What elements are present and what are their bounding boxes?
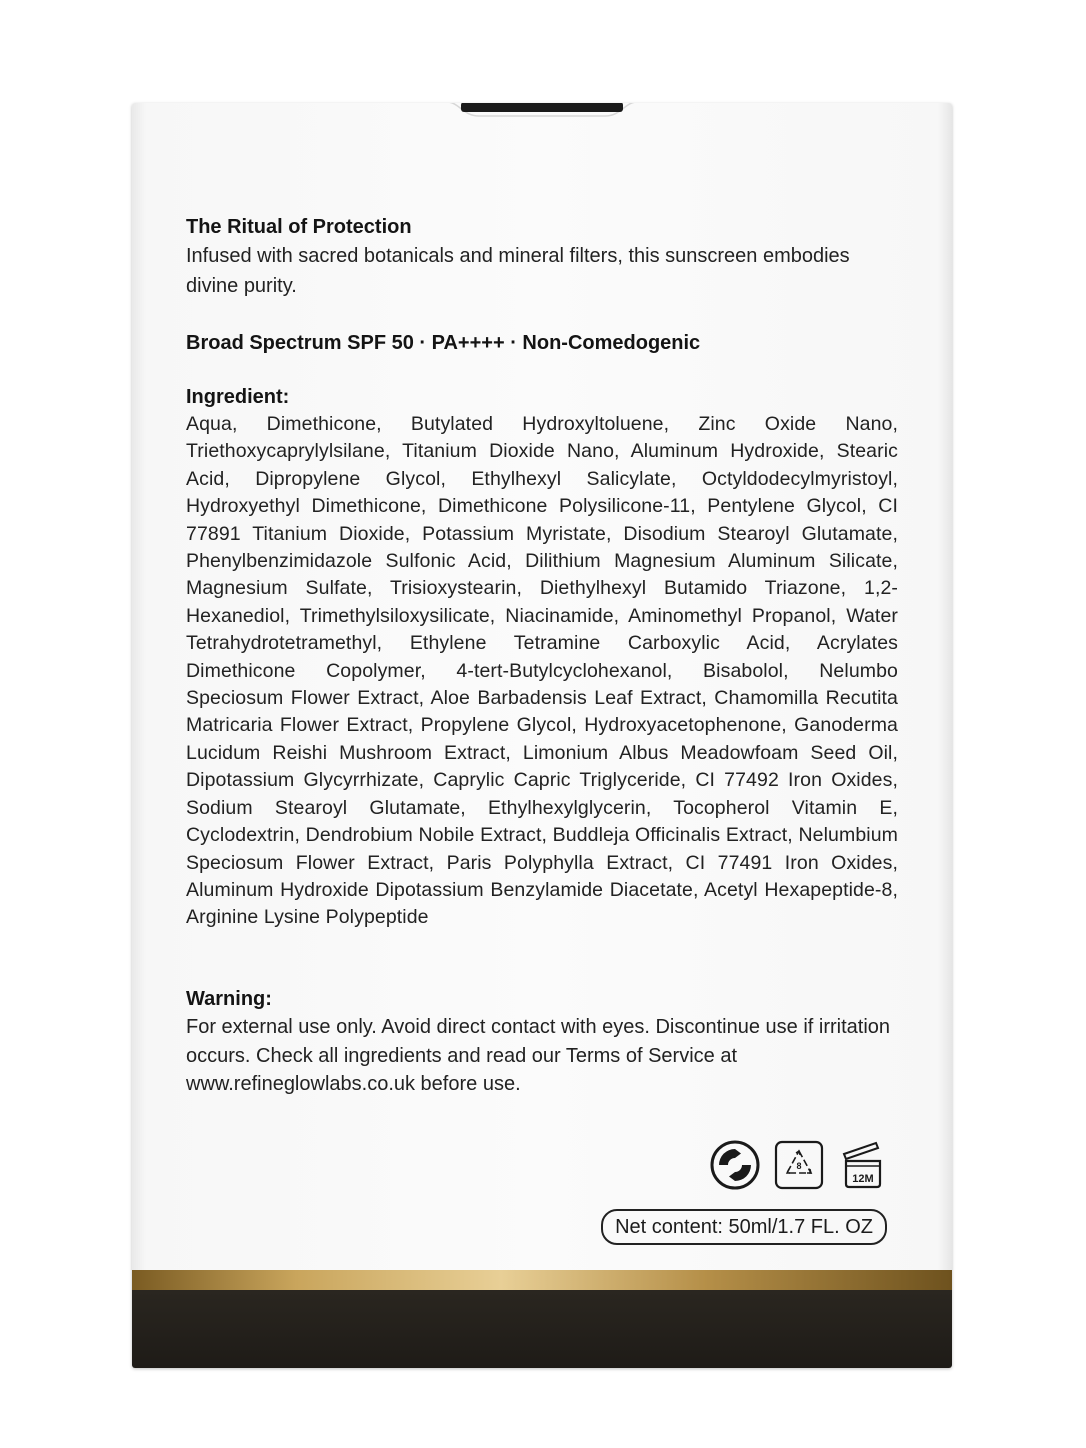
ingredients-title: Ingredient: <box>186 386 290 408</box>
recycle-triangle-icon <box>774 1140 824 1190</box>
warning-section <box>186 985 898 1099</box>
pao-label: 12M <box>852 1173 874 1185</box>
open-jar-icon <box>838 1140 888 1190</box>
warning-title: Warning: <box>186 988 272 1010</box>
claims-line: Broad Spectrum SPF 50 · PA++++ · Non-Comedogenic <box>186 332 701 354</box>
tuck-flap-notch <box>437 103 647 132</box>
packaging-symbols <box>710 1140 888 1190</box>
green-dot-icon <box>710 1140 760 1190</box>
ingredients-list: Aqua, Dimethicone, Butylated Hydroxyltoluene, Zinc Oxide Nano, Triethoxycaprylylsilane, Titanium Dioxide Nano, Aluminum Hydroxide, Stearic Acid, Dipropylene Glycol, Ethylhexyl Salicylate, Octyldodecylmyristoyl, Hydroxyethyl Dimethicone, Dimethicone Polysilicone-11, Pentylene Glycol, CI 77891 Titanium Dioxide, Potassium Myristate, Disodium Stearoyl Glutamate, Phenylbenzimidazole Sulfonic Acid, Dilithium Magnesium Aluminum Silicate, Magnesium Sulfate, Trisioxystearin, Diethylhexyl Butamido Triazone, 1,2-Hexanediol, Trimethylsiloxysilicate, Niacinamide, Aminomethyl Propanol, Water Tetrahydrotetramethyl, Ethylene Tetramine Carboxylic Acid, Acrylates Dimethicone Copolymer, 4-tert-Butylcyclohexanol, Bisabolol, Nelumbo Speciosum Flower Extract, Aloe Barbadensis Leaf Extract, Chamomilla Recutita Matricaria Flower Extract, Propylene Glycol, Hydroxyacetophenone, Ganoderma Lucidum Reishi Mushroom Extract, Limonium Albus Meadowfoam Seed Oil, Dipotassium Glycyrrhizate, Caprylic Capric Triglyceride, CI 77492 Iron Oxides, Sodium Stearoyl Glutamate, Ethylhexylglycerin, Tocopherol Vitamin E, Cyclodextrin, Dendrobium Nobile Extract, Buddleja Officinalis Extract, Nelumbium Speciosum Flower Extract, Paris Polyphylla Extract, CI 77491 Iron Oxides, Aluminum Hydroxide Dipotassium Benzylamide Diacetate, Acetyl Hexapeptide-8, Arginine Lysine Polypeptide <box>186 413 898 929</box>
ingredients-section <box>186 383 898 932</box>
claims-section <box>186 329 898 357</box>
warning-body: For external use only. Avoid direct contact with eyes. Discontinue use if irritation occurs. Check all ingredients and read our Terms of Service at www.refineglowlabs.co.uk before use. <box>186 1016 891 1095</box>
gold-band <box>132 1270 952 1290</box>
ritual-title: The Ritual of Protection <box>186 216 412 238</box>
ritual-section <box>186 213 898 301</box>
black-band <box>132 1290 952 1368</box>
ritual-body: Infused with sacred botanicals and mineral filters, this sunscreen embodies divine purity. <box>186 245 850 297</box>
product-box-back <box>132 103 952 1368</box>
net-content-badge: Net content: 50ml/1.7 FL. OZ <box>601 1209 887 1245</box>
recycle-code-label: 8 <box>796 1161 802 1171</box>
